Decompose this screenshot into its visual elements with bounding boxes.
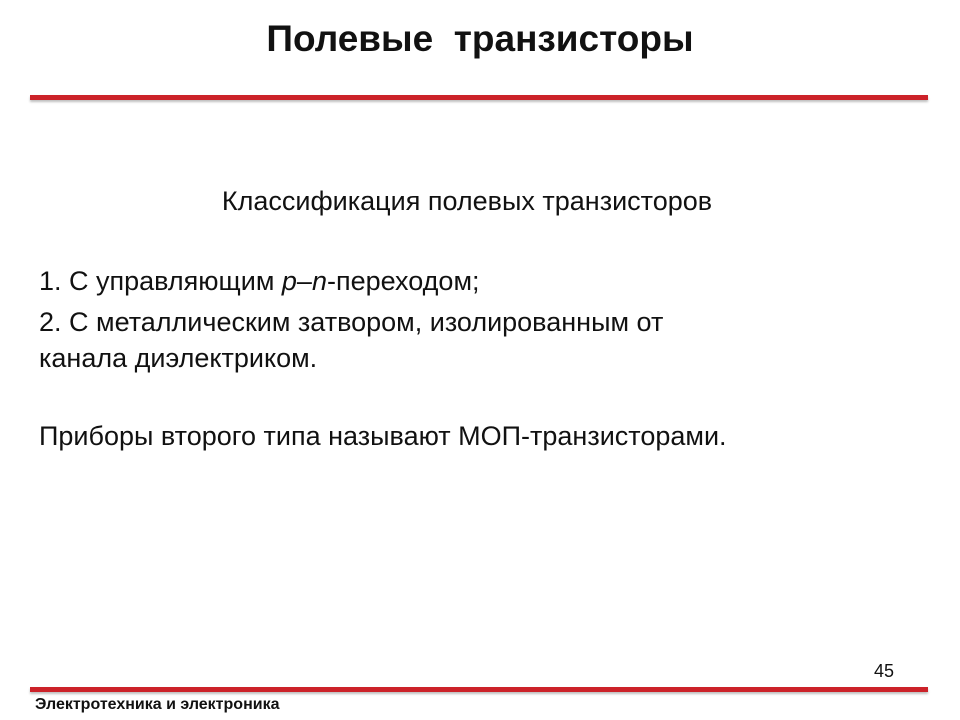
bottom-divider — [30, 687, 928, 692]
list-item-2-line-1: 2. С металлическим затвором, изолированным от — [39, 307, 664, 337]
list-item-1-n: n — [311, 266, 327, 296]
list-item-1-suffix: -переходом; — [326, 266, 480, 296]
section-heading: Классификация полевых транзисторов — [221, 186, 713, 216]
list-item-1-prefix: 1. С управляющим — [39, 266, 282, 296]
list-item-1-p: p — [281, 266, 297, 296]
list-item-1-dash: – — [296, 266, 312, 296]
mos-note: Приборы второго типа называют МОП-транзисторами. — [39, 421, 727, 451]
top-divider — [30, 95, 928, 100]
list-item-2-line-2: канала диэлектриком. — [39, 343, 318, 373]
list-item-1 — [39, 264, 919, 299]
page-number: 45 — [874, 661, 895, 681]
slide-title: Полевые транзисторы — [266, 18, 694, 59]
footer-course-title: Электротехника и электроника — [35, 696, 280, 713]
